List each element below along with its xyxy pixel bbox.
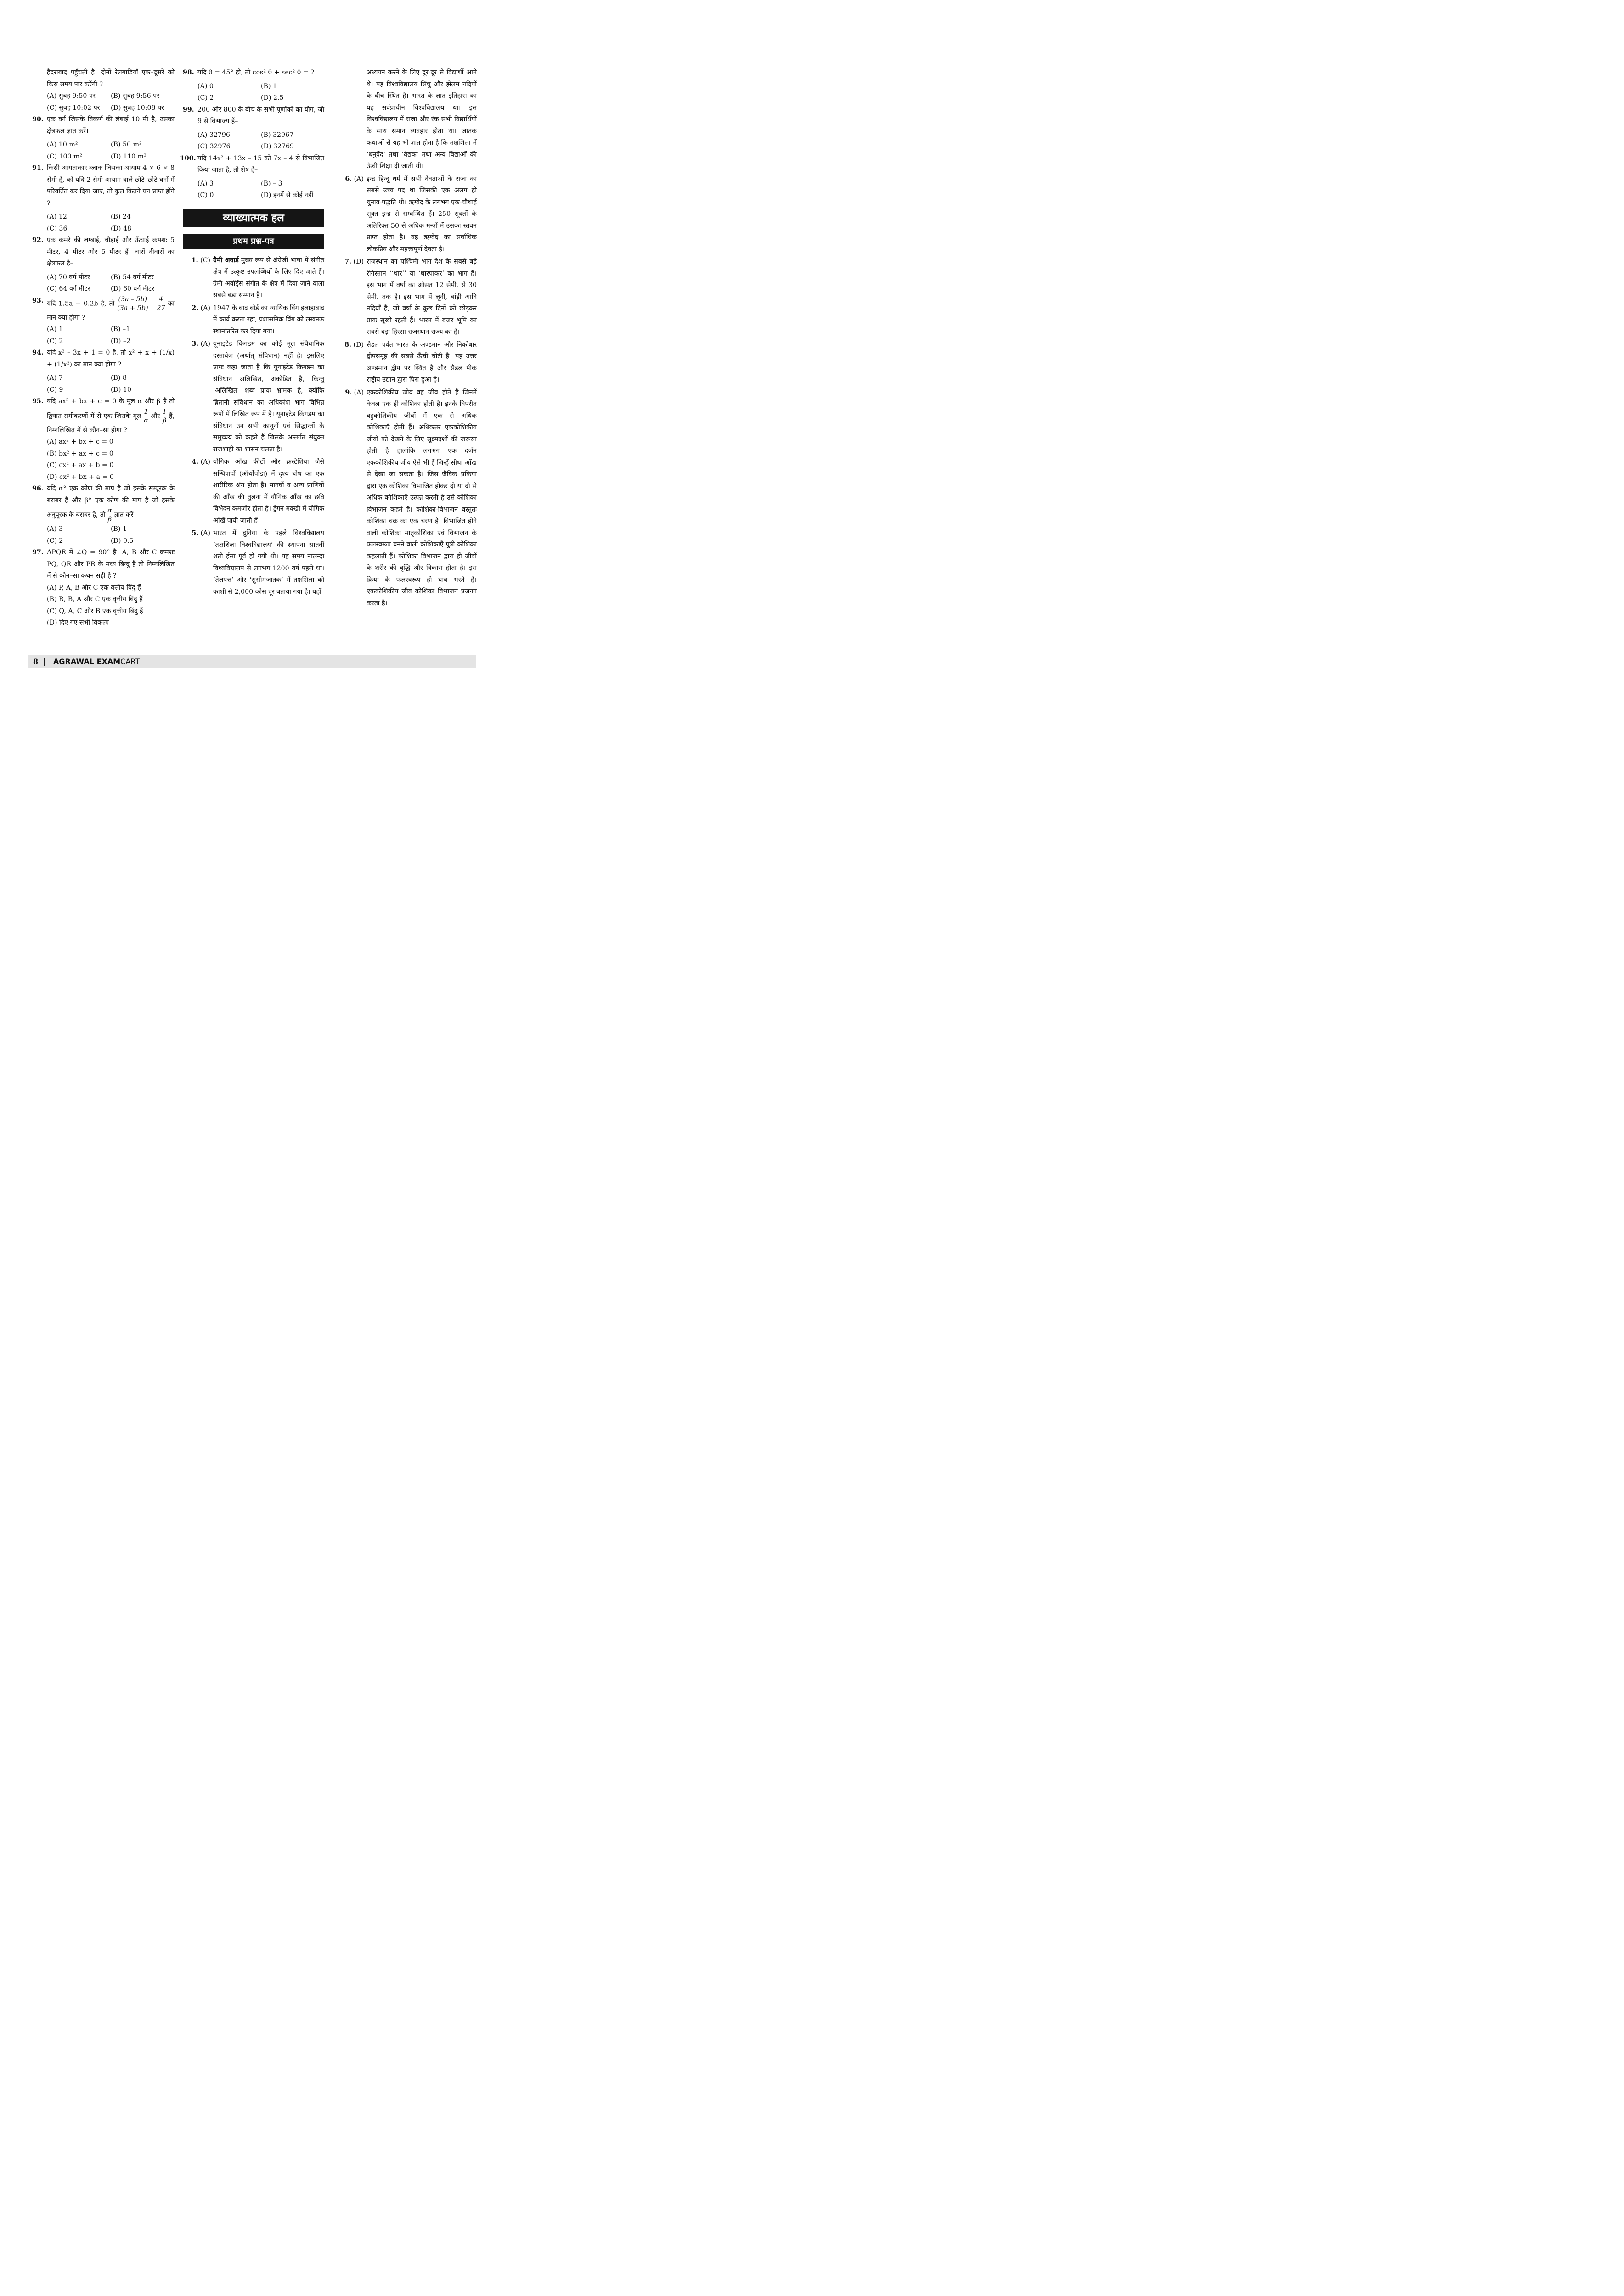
answer-option: (A) <box>354 388 364 396</box>
denominator: β <box>107 516 112 523</box>
option: (A) 0 <box>197 82 214 90</box>
option: (C) 64 वर्ग मीटर <box>47 285 90 293</box>
question-text: एक वर्ग जिसके विकर्ण की लंबाई 10 मी है, उसका क्षेत्रफल ज्ञात करें। <box>47 116 175 135</box>
option: (A) 7 <box>47 374 63 382</box>
column-2 <box>180 67 324 599</box>
footer-separator: | <box>43 657 46 666</box>
option: (D) 0.5 <box>111 537 134 545</box>
option: (B) bx² + ax + c = 0 <box>47 450 113 457</box>
question-text: किसी आयताकार ब्लाक जिसका आयाम 4 × 6 × 8 सेमी है, को यदि 2 सेमी आयाम वाले छोटे–छोटे घनों में परिवर्तित कर दिया जाए, तो कुल कितने घन प्राप्त होंगे ? <box>47 164 175 207</box>
option: (A) P, A, B और C एक वृत्तीय बिंदु हैं <box>47 584 141 591</box>
option: (D) 110 m² <box>111 152 147 160</box>
fraction <box>117 295 148 312</box>
answer-item <box>344 387 477 610</box>
option: (C) 2 <box>197 94 214 101</box>
question-94 <box>32 347 175 371</box>
answer-item <box>344 174 477 256</box>
fraction <box>163 408 167 425</box>
option: (A) 10 m² <box>47 141 78 148</box>
options <box>32 272 175 295</box>
page-footer <box>28 655 476 668</box>
option: (A) ax² + bx + c = 0 <box>47 438 113 445</box>
option: (C) 2 <box>47 537 63 545</box>
answer-item <box>344 256 477 338</box>
answer-number: 3. <box>192 340 199 348</box>
answer-item <box>344 339 477 386</box>
question-text <box>47 396 175 436</box>
option: (D) 2.5 <box>261 94 284 101</box>
answer-option: (A) <box>200 304 210 312</box>
fraction <box>144 408 148 425</box>
answer-option: (C) <box>200 256 210 264</box>
question-number: 97. <box>32 549 44 556</box>
option: (A) सुबह 9:50 पर <box>47 92 96 100</box>
question-text: यदि 14x² + 13x – 15 को 7x – 4 से विभाजित किया जाता है, तो शेष है– <box>197 154 324 174</box>
answer-option: (A) <box>200 529 210 537</box>
option: (D) सुबह 10:08 पर <box>111 104 164 112</box>
options <box>183 129 324 153</box>
option: (C) 2 <box>47 337 63 345</box>
option: (C) 9 <box>47 386 63 394</box>
answer-text: भारत में दुनिया के पहले विश्वविद्यालय ‘तक्षशिला विश्वविद्यालय’ की स्थापना सातवीं शती ईसा पूर्व हो गयी थी। यह समय नालन्दा विश्वविद्यालय से लगभग 1200 वर्ष पहले था। ‘तेलपत्त’ और ‘सुसीमजातक’ में तक्षशिला को काशी से 2,000 कोस दूर बताया गया है। यहाँ <box>213 529 324 596</box>
option: (B) 32967 <box>261 131 294 139</box>
answer-number: 4. <box>192 458 199 466</box>
answer-option: (A) <box>200 340 210 348</box>
question-93 <box>32 295 175 324</box>
answer-option: (D) <box>353 341 364 349</box>
question-92 <box>32 235 175 270</box>
answer-text: यौगिक आँख कीटों और क्रस्टेशिया जैसे सन्धिपादों (ऑर्थोपोडा) में दृश्य बोध का एक शारीरिक अंग होता है। मानवों व अन्य प्राणियों की आँख की तुलना में यौगिक आँख का छवि विभेदन कमजोर होता है। ड्रेगन मक्खी में यौगिक आँखें पायी जाती हैं। <box>213 458 324 524</box>
option: (B) 1 <box>261 82 277 90</box>
question-number: 93. <box>32 297 44 304</box>
option: (C) Q, A, C और B एक वृत्तीय बिंदु हैं <box>47 607 143 615</box>
question-98 <box>183 67 324 79</box>
option: (D) इनमें से कोई नहीं <box>261 191 314 199</box>
answer-item <box>183 303 324 338</box>
answer-text: राजस्थान का पश्चिमी भाग देश के सबसे बड़े रेगिस्तान ‘‘थार’’ या ‘थारपाकर’ का भाग है। इस भाग में वर्षा का औसत 12 सेमी. से 30 सेमी. तक है। इस भाग में लूनी, बांड़ी आदि नदियाँ हैं, जो वर्षा के कुछ दिनों को छोड़कर प्रायः सूखी रहती हैं। भारत में बंजर भूमि का सबसे बड़ा हिस्सा राजस्थान राज्य का है। <box>367 258 477 336</box>
option: (D) 10 <box>111 386 132 394</box>
answer-text: इन्द्र हिन्दू धर्म में सभी देवताओं के राजा का सबसे उच्च पद था जिसकी एक अलग ही चुनाव-पद्धति थी। ऋग्वेद के लगभग एक-चौथाई सूक्त इन्द्र से सम्बन्धित हैं। 250 सूक्तों के अतिरिक्त 50 से अधिक मन्त्रों में उसका स्तवन प्राप्त होता है। वह ऋग्वेद का सर्वाधिक लोकप्रिय और महत्त्वपूर्ण देवता है। <box>367 175 477 253</box>
question-95 <box>32 396 175 436</box>
option: (D) 48 <box>111 225 132 232</box>
options <box>32 436 175 483</box>
numerator: α <box>107 507 112 514</box>
question-number: 90. <box>32 116 44 123</box>
numerator: (3a – 5b) <box>117 295 148 304</box>
answer-keyword: ग्रैमी अवार्ड <box>213 256 239 264</box>
brand-light: CART <box>120 657 140 666</box>
denominator: (3a + 5b) <box>117 304 148 312</box>
question-text: यदि θ = 45° हो, तो cos² θ + sec² θ = ? <box>197 69 314 76</box>
option: (B) –1 <box>111 326 130 333</box>
denominator: 27 <box>157 304 165 312</box>
minus-sign: – <box>151 300 154 307</box>
options <box>32 90 175 114</box>
option: (C) 36 <box>47 225 68 232</box>
option: (A) 3 <box>197 180 214 187</box>
numerator: 4 <box>157 295 165 304</box>
answer-number: 9. <box>345 388 352 396</box>
question-cont <box>32 67 175 90</box>
question-97 <box>32 547 175 582</box>
question-text: ΔPQR में ∠Q = 90° है। A, B और C क्रमशः PQ, QR और PR के मध्य बिन्दु हैं तो निम्नलिखित में से कौन–सा कथन सही है ? <box>47 549 175 580</box>
options <box>32 211 175 235</box>
column-1 <box>32 67 175 629</box>
option: (B) – 3 <box>261 180 282 187</box>
option: (C) 0 <box>197 191 214 199</box>
question-text <box>47 295 175 324</box>
answer-number: 6. <box>345 175 352 183</box>
question-number: 91. <box>32 164 44 172</box>
answer-option: (A) <box>200 458 210 466</box>
option: (B) 24 <box>111 213 131 220</box>
options <box>32 372 175 396</box>
question-91 <box>32 163 175 209</box>
question-number: 95. <box>32 398 44 405</box>
option: (B) 8 <box>111 374 127 382</box>
section-heading: व्याख्यात्मक हल <box>183 209 324 227</box>
answer-option: (A) <box>354 175 364 183</box>
numerator: 1 <box>144 408 148 416</box>
options <box>32 139 175 163</box>
fraction <box>157 295 165 312</box>
option: (B) 54 वर्ग मीटर <box>111 273 154 281</box>
question-text: यदि x² – 3x + 1 = 0 है, तो x² + x + (1/x) + (1/x²) का मान क्या होगा ? <box>47 349 175 368</box>
question-text <box>47 483 175 523</box>
option: (D) 32769 <box>261 143 294 150</box>
option: (A) 32796 <box>197 131 230 139</box>
answer-item <box>183 456 324 527</box>
question-number: 100. <box>180 154 196 162</box>
question-text: एक कमरे की लम्बाई, चौड़ाई और ऊँचाई क्रमशः 5 मीटर, 4 मीटर और 5 मीटर हैं। चारों दीवारों का क्षेत्रफल है– <box>47 236 175 267</box>
text-part: यदि ax² + bx + c = 0 के मूल α और β हैं तो द्विघात समीकरणों में से एक जिसके मूल <box>47 398 175 420</box>
options <box>32 582 175 629</box>
option: (B) 50 m² <box>111 141 142 148</box>
text-part: का मान क्या होगा ? <box>47 300 175 321</box>
option: (D) cx² + bx + a = 0 <box>47 473 114 481</box>
option: (A) 70 वर्ग मीटर <box>47 273 90 281</box>
option: (C) 32976 <box>197 143 231 150</box>
option: (B) सुबह 9:56 पर <box>111 92 159 100</box>
question-99 <box>183 104 324 128</box>
column-3 <box>344 67 477 610</box>
option: (A) 12 <box>47 213 67 220</box>
answer-item <box>183 528 324 598</box>
text-part: यदि α° एक कोण की माप है जो इसके सम्पूरक के बराबर है और β° एक कोण की माप है जो इसके अनुपूरक के बराबर है, तो <box>47 485 175 519</box>
answer-text: सैडल पर्वत भारत के अण्डमान और निकोबार द्वीपसमूह की सबसे ऊँची चोटी है। यह उत्तर अण्डमान द्वीप पर स्थित है और सैडल पीक राष्ट्रीय उद्यान द्वारा घिरा हुआ है। <box>367 341 477 383</box>
denominator: α <box>144 416 148 424</box>
answer-body: मुख्य रूप से अंग्रेजी भाषा में संगीत क्षेत्र में उत्कृष्ट उपलब्धियों के लिए दिए जाते हैं। ग्रैमी अवॉर्ड्स संगीत के क्षेत्र में दिया जाने वाला सबसे बड़ा सम्मान है। <box>213 256 324 299</box>
options <box>183 81 324 104</box>
answer-number: 7. <box>344 258 352 265</box>
answer-text: अध्ययन करने के लिए दूर-दूर से विद्यार्थी आते थे। यह विश्वविद्यालय सिंधु और झेलम नदियों के बीच स्थित है। भारत के ज्ञात इतिहास का यह सर्वप्राचीन विश्वविद्यालय था। इस विश्वविद्यालय में राजा और रंक सभी विद्यार्थियों के साथ समान व्यवहार होता था। जातक कथाओं से यह भी ज्ञात होता है कि तक्षशिला में ‘धनुर्वेद’ तथा ‘वैद्यक’ तथा अन्य विद्याओं की ऊँची शिक्षा दी जाती थी। <box>367 69 477 170</box>
option: (B) 1 <box>111 525 127 533</box>
brand-logo <box>53 655 140 668</box>
brand-bold: AGRAWAL EXAM <box>53 657 121 666</box>
options <box>32 324 175 347</box>
question-number: 98. <box>183 69 194 76</box>
option: (C) सुबह 10:02 पर <box>47 104 100 112</box>
question-100 <box>180 153 324 176</box>
options <box>183 178 324 202</box>
answer-option: (D) <box>353 258 364 265</box>
text-part: यदि 1.5a = 0.2b है, तो <box>47 300 115 307</box>
option: (A) 1 <box>47 326 63 333</box>
text-part: ज्ञात करें। <box>114 511 136 519</box>
question-number: 99. <box>183 106 194 113</box>
answer-text <box>213 255 324 302</box>
answer-number: 2. <box>192 304 199 312</box>
question-number: 96. <box>32 485 44 492</box>
option: (A) 3 <box>47 525 63 533</box>
answer-number: 5. <box>192 529 199 537</box>
question-text: हैदराबाद पहुँचती है। दोनों रेलगाडियाँ एक–दूसरे को किस समय पार करेंगी ? <box>47 69 175 88</box>
subsection-heading: प्रथम प्रश्न-पत्र <box>183 234 324 249</box>
question-text: 200 और 800 के बीच के सभी पूर्णांकों का योग, जो 9 से विभाज्य हैं– <box>197 106 324 125</box>
denominator: β <box>163 416 167 424</box>
options <box>32 523 175 547</box>
answer-text: 1947 के बाद बोर्ड का न्यायिक विंग इलाहाबाद में कार्य करता रहा, प्रशासनिक विंग को लखनऊ स्थानांतरित कर दिया गया। <box>213 304 324 335</box>
question-number: 94. <box>32 349 44 356</box>
page-number: 8 <box>33 657 39 666</box>
answer-item <box>183 255 324 302</box>
fraction <box>107 506 112 523</box>
question-number: 92. <box>32 236 44 244</box>
answer-number: 8. <box>344 341 352 349</box>
option: (D) 60 वर्ग मीटर <box>111 285 155 293</box>
option: (D) दिए गए सभी विकल्प <box>47 619 109 626</box>
option: (B) R, B, A और C एक वृत्तीय बिंदु हैं <box>47 596 143 603</box>
answer-number: 1. <box>191 256 198 264</box>
question-96 <box>32 483 175 523</box>
answer-text: यूनाइटेड किंगडम का कोई मूल संवैधानिक दस्तावेज (अर्थात् संविधान) नहीं है। इसलिए प्रायः कहा जाता है कि यूनाइटेड किंगडम का संविधान अलिखित, अकोडित है, किन्तु ‘अलिखित’ शब्द प्रायः भ्रामक है, क्योंकि ब्रितानी संविधान का अधिकांश भाग विभिन्न रूपों में लिखित रूप में है। यूनाइटेड किंगडम का संविधान उन सभी कानूनों एवं सिद्धान्तों के समुच्चय को कहते हैं जिसके अन्तर्गत संयुक्त राजशाही का शासन चलता है। <box>213 340 324 453</box>
answer-text: एककोशिकीय जीव वह जीव होते हैं जिनमें केवल एक ही कोशिका होती है। इनके विपरीत बहुकोशिकीय जीवों में एक से अधिक कोशिकाएँ होती हैं। अधिकतर एककोशिकीय जीवों को देखने के लिए सूक्ष्मदर्शी की जरूरत होती है हालांकि लगभग एक दर्जन एककोशिकीय जीव ऐसे भी हैं जिन्हें सीधा आँख से देखा जा सकता है। जिस जैविक प्रकिया द्वारा एक कोशिका विभाजित होकर दो या दो से अधिक कोशिकाएँ उत्पन्न करती है उसे कोशिका विभाजन कहते हैं। कोशिका-विभाजन वस्तुतः कोशिका चक्र का एक चरण है। विभाजित होने वाली कोशिका मातृकोशिका एवं विभाजन के फलस्वरूप बनने वाली कोशिकाएँ पुत्री कोशिका कहलाती हैं। कोशिका विभाजन द्वारा ही जीवों के शरीर की वृद्धि और विकास होता है। इस क्रिया के फलस्वरूप ही घाव भरते हैं। एककोशिकीय जीव कोशिका विभाजन प्रजनन करता है। <box>367 388 477 607</box>
numerator: 1 <box>162 408 167 416</box>
option: (D) –2 <box>111 337 131 345</box>
answer-continuation <box>344 67 477 173</box>
option: (C) 100 m² <box>47 152 83 160</box>
option: (C) cx² + ax + b = 0 <box>47 461 114 469</box>
question-90 <box>32 114 175 137</box>
answer-item <box>183 338 324 456</box>
text-part: हैं, निम्नलिखित में से कौन–सा होगा ? <box>47 412 175 434</box>
text-part: और <box>151 412 160 420</box>
